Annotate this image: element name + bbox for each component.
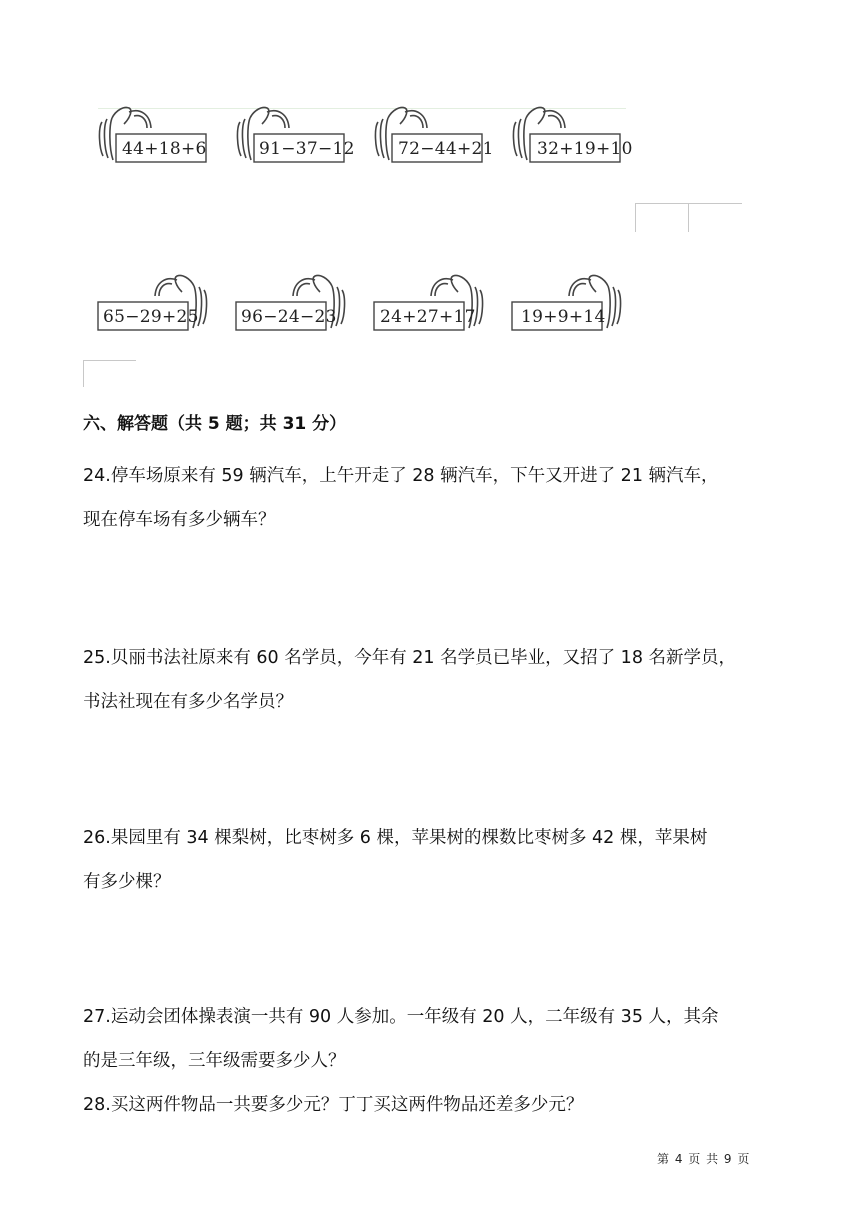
expression-card xyxy=(510,272,624,334)
expression-text: 72−44+21 xyxy=(398,139,494,159)
question-line: 25.贝丽书法社原来有 60 名学员，今年有 21 名学员已毕业，又招了 18 名新学员， xyxy=(83,648,737,668)
expression-card xyxy=(234,104,355,166)
question-line: 24.停车场原来有 59 辆汽车，上午开走了 28 辆汽车，下午又开进了 21 辆汽车， xyxy=(83,466,719,486)
expression-card xyxy=(234,272,348,334)
question-line: 有多少棵？ xyxy=(83,872,171,892)
empty-box xyxy=(688,203,742,232)
expression-text: 19+9+14 xyxy=(521,307,606,327)
expression-text: 65−29+25 xyxy=(103,307,199,327)
question-27 xyxy=(83,995,783,1083)
empty-box xyxy=(635,203,689,232)
question-line: 27.运动会团体操表演一共有 90 人参加。一年级有 20 人，二年级有 35 人，其余 xyxy=(83,1007,719,1027)
question-line: 的是三年级，三年级需要多少人？ xyxy=(83,1051,346,1071)
question-line: 现在停车场有多少辆车？ xyxy=(83,510,276,530)
question-28 xyxy=(83,1083,783,1127)
expression-card xyxy=(372,104,494,166)
expression-text: 91−37−12 xyxy=(259,139,355,159)
question-line: 26.果园里有 34 棵梨树，比枣树多 6 棵，苹果树的棵数比枣树多 42 棵，苹果树 xyxy=(83,828,708,848)
expression-text: 24+27+17 xyxy=(380,307,476,327)
expression-card xyxy=(96,272,210,334)
question-line: 28.买这两件物品一共要多少元？丁丁买这两件物品还差多少元？ xyxy=(83,1095,584,1115)
question-24 xyxy=(83,454,783,542)
empty-box xyxy=(83,360,136,387)
expression-text: 96−24−23 xyxy=(241,307,337,327)
expression-text: 32+19+10 xyxy=(537,139,633,159)
question-25 xyxy=(83,636,783,724)
expression-text: 44+18+6 xyxy=(122,139,207,159)
page-number: 第 4 页 共 9 页 xyxy=(657,1152,751,1166)
expression-card xyxy=(510,104,633,166)
question-26 xyxy=(83,816,783,904)
expression-card xyxy=(96,104,210,166)
expression-card xyxy=(372,272,486,334)
question-line: 书法社现在有多少名学员？ xyxy=(83,692,293,712)
section-heading: 六、解答题（共 5 题；共 31 分） xyxy=(83,414,347,434)
